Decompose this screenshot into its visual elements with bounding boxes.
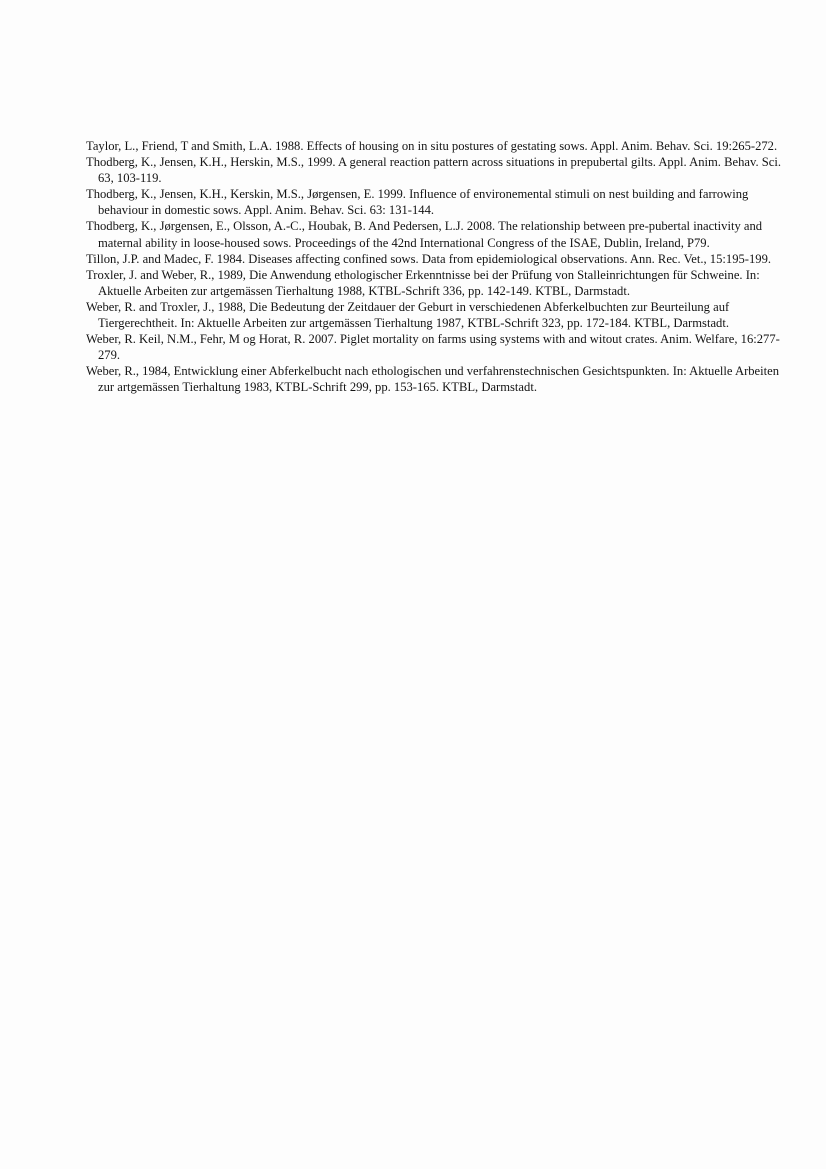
reference-entry: Taylor, L., Friend, T and Smith, L.A. 1988. Effects of housing on in situ postures of gestating sows. Appl. Anim. Behav. Sci. 19:265-272. <box>86 139 778 153</box>
reference-entry: Weber, R., 1984, Entwicklung einer Abferkelbucht nach ethologischen und verfahrenstechnischen Gesichtspunkten. In: Aktuelle Arbeiten zur artgemässen Tierhaltung 1983, KTBL-Schrift 299, pp. 153-165. KTBL, Darmstadt. <box>86 364 780 395</box>
reference-entry: Weber, R. and Troxler, J., 1988, Die Bedeutung der Zeitdauer der Geburt in verschiedenen Abferkelbuchten zur Beurteilung auf Tiergerechtheit. In: Aktuelle Arbeiten zur artgemässen Tierhaltung 1987, KTBL-Schrift 323, pp. 172-184. KTBL, Darmstadt. <box>86 299 730 331</box>
reference-entry: Thodberg, K., Jørgensen, E., Olsson, A.-C., Houbak, B. And Pedersen, L.J. 2008. The relationship between pre-pubertal inactivity and maternal ability in loose-housed sows. Proceedings of the 42nd International Congress of the ISAE, Dublin, Ireland, P79. <box>86 219 763 250</box>
reference-entry: Thodberg, K., Jensen, K.H., Kerskin, M.S., Jørgensen, E. 1999. Influence of environemental stimuli on nest building and farrowing behaviour in domestic sows. Appl. Anim. Behav. Sci. 63: 131-144. <box>86 187 749 218</box>
reference-entry: Tillon, J.P. and Madec, F. 1984. Diseases affecting confined sows. Data from epidemiological observations. Ann. Rec. Vet., 15:195-199. <box>86 251 772 266</box>
reference-list <box>86 138 786 396</box>
reference-entry: Troxler, J. and Weber, R., 1989, Die Anwendung ethologischer Erkenntnisse bei der Prüfung von Stalleinrichtungen für Schweine. In: Aktuelle Arbeiten zur artgemässen Tierhaltung 1988, KTBL-Schrift 336, pp. 142-149. KTBL, Darmstadt. <box>86 267 760 298</box>
reference-entry: Weber, R. Keil, N.M., Fehr, M og Horat, R. 2007. Piglet mortality on farms using systems with and witout crates. Anim. Welfare, 16:277-279. <box>86 332 780 363</box>
reference-entry: Thodberg, K., Jensen, K.H., Herskin, M.S., 1999. A general reaction pattern across situations in prepubertal gilts. Appl. Anim. Behav. Sci. 63, 103-119. <box>86 155 781 186</box>
